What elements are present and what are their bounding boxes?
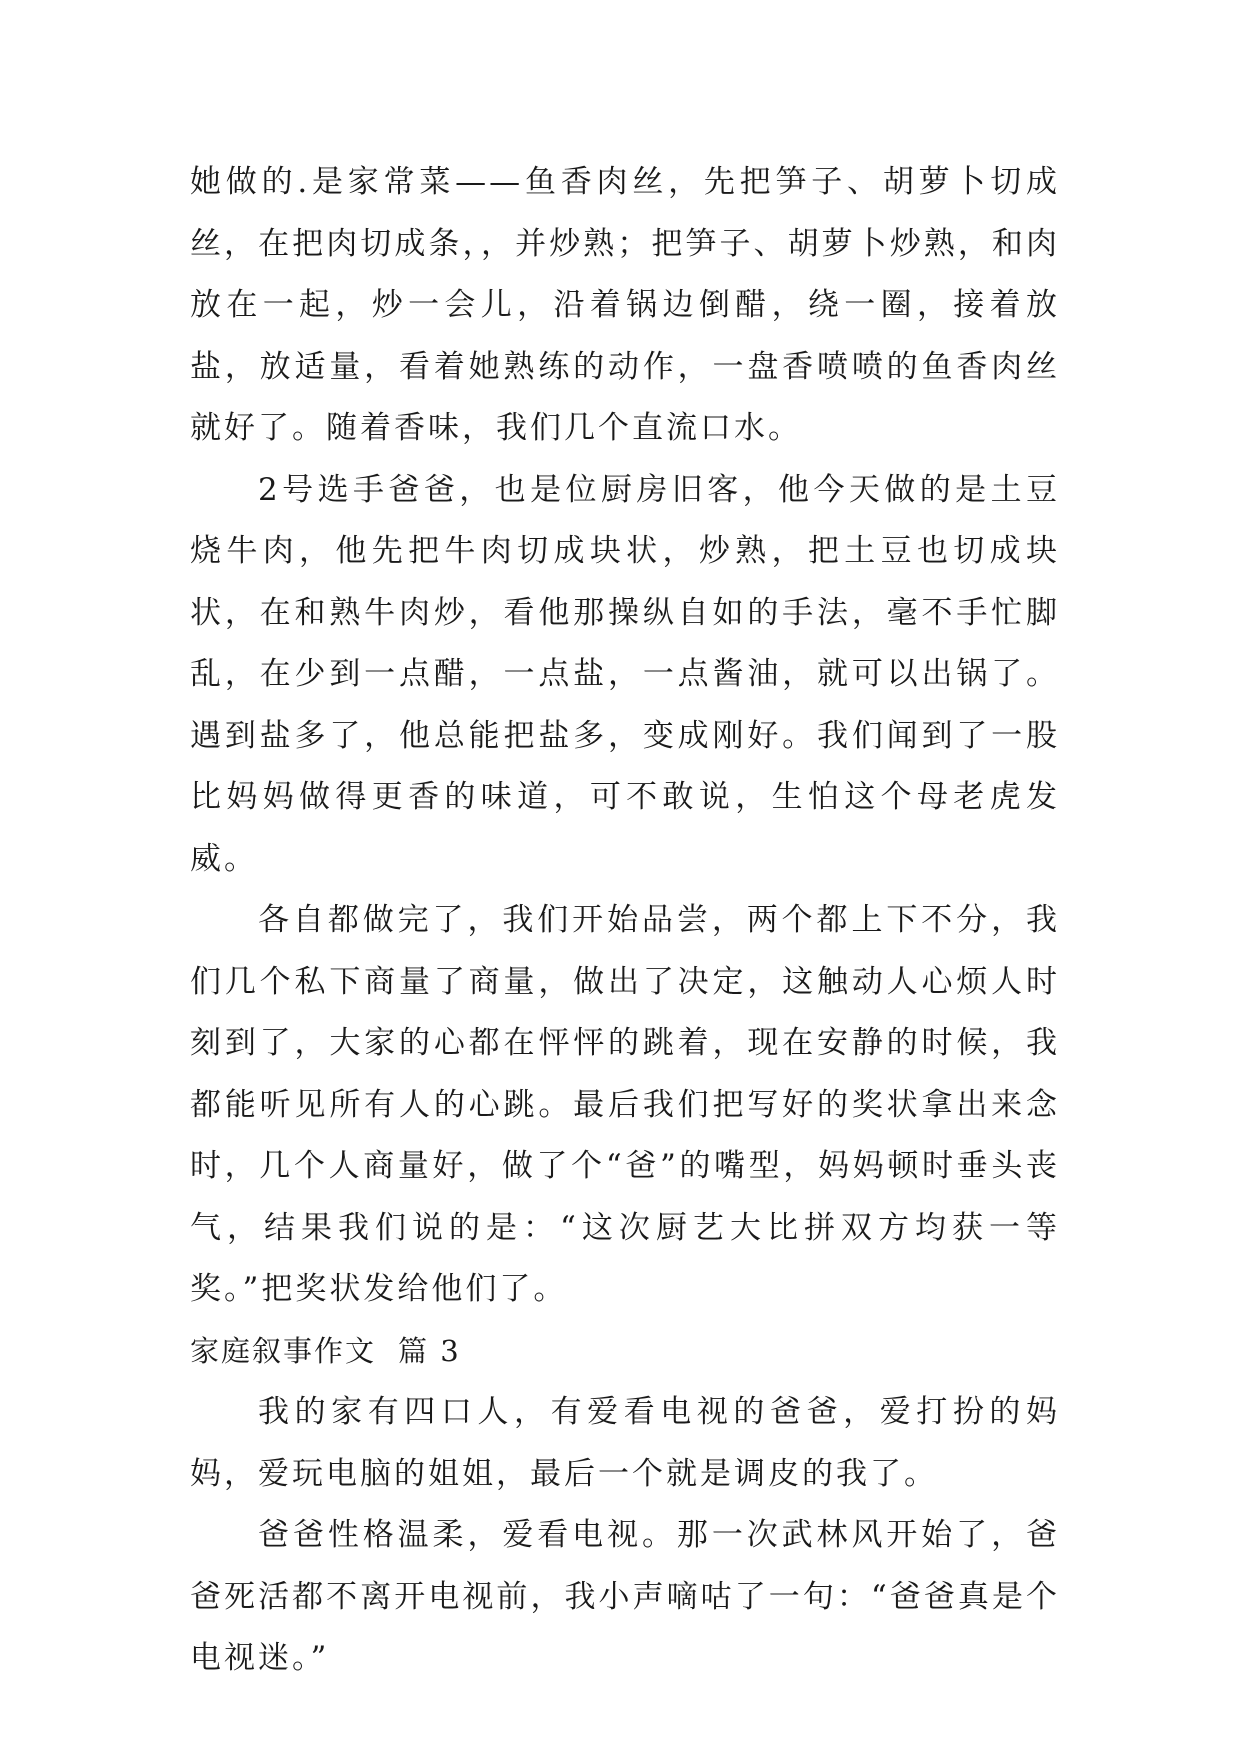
section-heading [190, 1321, 1060, 1383]
section-heading-title: 家庭叙事作文 [190, 1333, 377, 1368]
document-body [190, 152, 1060, 1690]
paragraph: 2号选手爸爸，也是位厨房旧客，他今天做的是土豆烧牛肉，他先把牛肉切成块状，炒熟，把土豆也切成块状，在和熟牛肉炒，看他那操纵自如的手法，毫不手忙脚乱，在少到一点醋，一点盐，一点酱油，就可以出锅了。遇到盐多了，他总能把盐多，变成刚好。我们闻到了一股比妈妈做得更香的味道，可不敢说，生怕这个母老虎发威。 [190, 471, 1060, 877]
paragraph: 我的家有四口人，有爱看电视的爸爸，爱打扮的妈妈，爱玩电脑的姐姐，最后一个就是调皮的我了。 [190, 1394, 1060, 1492]
paragraph: 爸爸性格温柔，爱看电视。那一次武林风开始了，爸爸死活都不离开电视前，我小声嘀咕了一句：“爸爸真是个电视迷。” [190, 1517, 1060, 1676]
paragraph: 她做的.是家常菜——鱼香肉丝，先把笋子、胡萝卜切成丝，在把肉切成条，，并炒熟；把笋子、胡萝卜炒熟，和肉放在一起，炒一会儿，沿着锅边倒醋，绕一圈，接着放盐，放适量，看着她熟练的动作，一盘香喷喷的鱼香肉丝就好了。随着香味，我们几个直流口水。 [190, 164, 1060, 446]
section-heading-number: 篇 3 [398, 1333, 461, 1368]
paragraph: 各自都做完了，我们开始品尝，两个都上下不分，我们几个私下商量了商量，做出了决定，这触动人心烦人时刻到了，大家的心都在怦怦的跳着，现在安静的时候，我都能听见所有人的心跳。最后我们把写好的奖状拿出来念时，几个人商量好，做了个“爸”的嘴型，妈妈顿时垂头丧气，结果我们说的是：“这次厨艺大比拼双方均获一等奖。”把奖状发给他们了。 [190, 902, 1060, 1307]
